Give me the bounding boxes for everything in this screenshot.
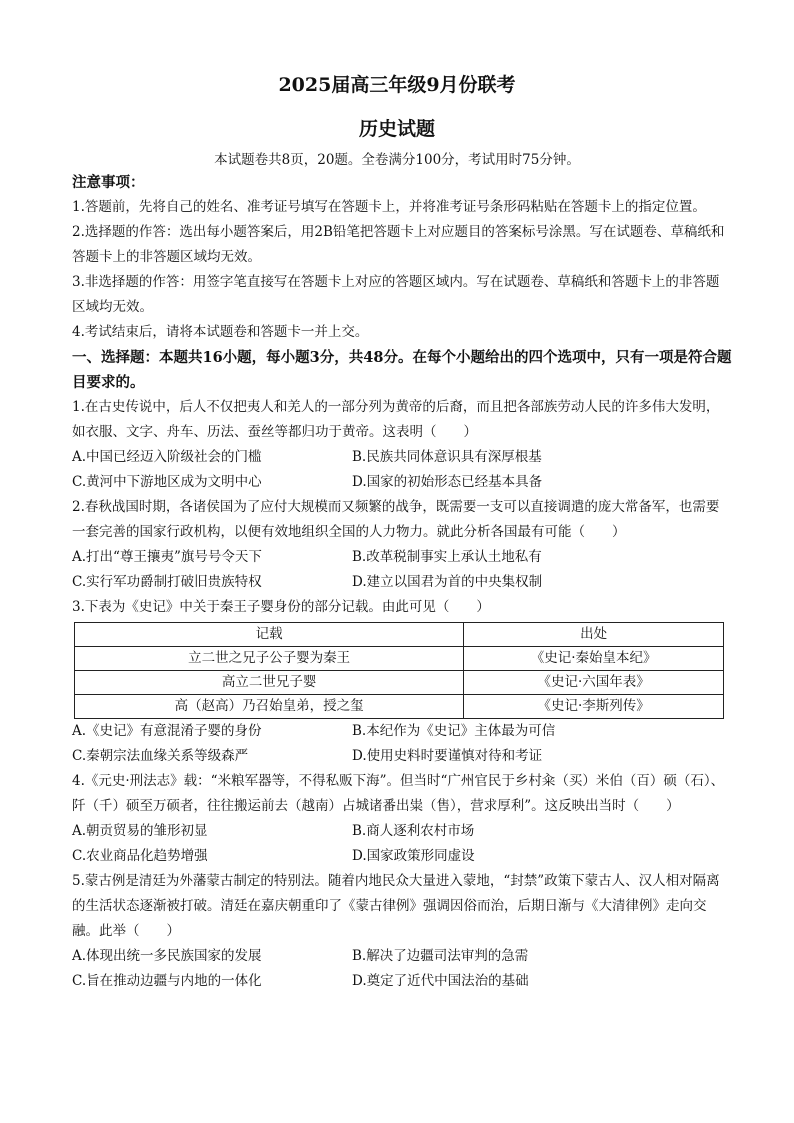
option-c: C.农业商品化趋势增强 (72, 848, 208, 864)
option-a: A.朝贡贸易的雏形初显 (72, 823, 208, 839)
option-d: D.建立以国君为首的中央集权制 (352, 574, 543, 590)
option-c: C.实行军功爵制打破旧贵族特权 (72, 574, 262, 590)
exam-content (72, 170, 732, 994)
table-cell: 高立二世兄子婴 (75, 671, 464, 695)
option-a: A.中国已经迈入阶级社会的门槛 (72, 449, 262, 465)
exam-subject: 历史试题 (358, 118, 435, 140)
section-heading: 一、选择题：本题共16小题，每小题3分，共48分。在每个小题给出的四个选项中，只有一项是符合题目要求的。 (72, 349, 732, 391)
notes-heading: 注意事项： (72, 174, 145, 191)
option-c: C.秦朝宗法血缘关系等级森严 (72, 748, 249, 764)
option-d: D.奠定了近代中国法治的基础 (352, 973, 529, 989)
note-item: 4.考试结束后，请将本试题卷和答题卡一并上交。 (72, 324, 369, 340)
question-options (72, 819, 732, 869)
question-stem: 2.春秋战国时期，各诸侯国为了应付大规模而又频繁的战争，既需要一支可以直接调遣的庞大常备军，也需要一套完善的国家行政机构，以便有效地组织全国的人力物力。就此分析各国最有可能（ ） (72, 499, 720, 540)
question-options (72, 545, 732, 595)
question-options (72, 445, 732, 495)
note-item: 3.非选择题的作答：用签字笔直接写在答题卡上对应的答题区域内。写在试题卷、草稿纸和答题卡上的非答题区域均无效。 (72, 274, 720, 315)
table-header-row (75, 623, 724, 647)
option-b: B.解决了边疆司法审判的急需 (352, 948, 529, 964)
option-a: A.体现出统一多民族国家的发展 (72, 948, 262, 964)
exam-info: 本试题卷共8页，20题。全卷满分100分，考试用时75分钟。 (214, 152, 580, 168)
question-stem: 4.《元史·刑法志》载：“米粮军器等，不得私贩下海”。但当时“广州官民于乡村籴（买）米伯（百）硕（石）、阡（千）硕至万硕者，往往搬运前去（越南）占城诸番出粜（售），营求厚利”。这反映出当时（ ） (72, 773, 725, 814)
table-cell: 《史记·秦始皇本纪》 (464, 647, 724, 671)
table-row (75, 695, 724, 719)
option-d: D.国家的初始形态已经基本具备 (352, 474, 543, 490)
option-c: C.旨在推动边疆与内地的一体化 (72, 973, 262, 989)
question-stem: 5.蒙古例是清廷为外藩蒙古制定的特别法。随着内地民众大量进入蒙地，“封禁”政策下蒙古人、汉人相对隔离的生活状态逐渐被打破。清廷在嘉庆朝重印了《蒙古律例》强调因俗而治，后期日渐与《大清律例》走向交融。此举（ ） (72, 873, 720, 939)
table-header: 记载 (75, 623, 464, 647)
table-header: 出处 (464, 623, 724, 647)
table-cell: 立二世之兄子公子婴为秦王 (75, 647, 464, 671)
option-b: B.改革税制事实上承认土地私有 (352, 549, 542, 565)
table-row (75, 671, 724, 695)
note-item: 1.答题前，先将自己的姓名、准考证号填写在答题卡上，并将准考证号条形码粘贴在答题卡上的指定位置。 (72, 199, 706, 215)
option-d: D.国家政策形同虚设 (352, 848, 475, 864)
table-cell: 《史记·六国年表》 (464, 671, 724, 695)
exam-title: 2025届高三年级9月份联考 (278, 74, 516, 96)
option-b: B.本纪作为《史记》主体最为可信 (352, 723, 556, 739)
table-cell: 高（赵高）乃召始皇弟，授之玺 (75, 695, 464, 719)
question-options (72, 944, 732, 994)
question-options (72, 719, 732, 769)
question-stem: 1.在古史传说中，后人不仅把夷人和羌人的一部分列为黄帝的后裔，而且把各部族劳动人民的许多伟大发明，如衣服、文字、舟车、历法、蚕丝等都归功于黄帝。这表明（ ） (72, 399, 720, 440)
option-a: A.《史记》有意混淆子婴的身份 (72, 723, 262, 739)
option-d: D.使用史料时要谨慎对待和考证 (352, 748, 543, 764)
table-cell: 《史记·李斯列传》 (464, 695, 724, 719)
option-a: A.打出“尊王攘夷”旗号号令天下 (72, 549, 262, 565)
table-row (75, 647, 724, 671)
question-stem: 3.下表为《史记》中关于秦王子婴身份的部分记载。由此可见（ ） (72, 599, 490, 615)
note-item: 2.选择题的作答：选出每小题答案后，用2B铅笔把答题卡上对应题目的答案标号涂黑。写在试题卷、草稿纸和答题卡上的非答题区域均无效。 (72, 224, 725, 265)
option-b: B.商人逐利农村市场 (352, 823, 475, 839)
option-c: C.黄河中下游地区成为文明中心 (72, 474, 262, 490)
option-b: B.民族共同体意识具有深厚根基 (352, 449, 542, 465)
records-table (74, 622, 724, 719)
